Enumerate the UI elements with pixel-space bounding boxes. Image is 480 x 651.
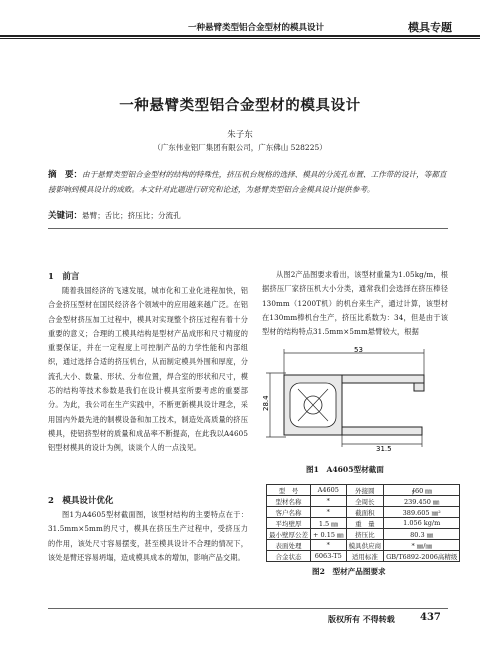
column-name: 模具专题 — [408, 21, 452, 34]
table-row — [267, 551, 460, 562]
profile-lip — [414, 383, 424, 391]
page-number: 437 — [420, 612, 441, 623]
table-cell: GB/T6892-2006高精级 — [384, 551, 460, 562]
section-2-heading: 2 模具设计优化 — [48, 496, 114, 506]
table-cell: 平均壁厚 — [267, 518, 311, 529]
dim-label-left: 28.4 — [262, 395, 270, 411]
section-2-paragraph: 图1为A4605型材截面图，该型材结构的主要特点在于：31.5mm×5mm的尺寸，模具在挤压生产过程中，受挤压力的作用，该处尺寸容易摆变，甚至模具设计不合理的情况下，该处是臂还容易坍塌，造成模具成本的增加，影响产品交期。 — [48, 510, 248, 562]
table-cell: 全周长 — [346, 496, 384, 507]
table-cell: * — [311, 507, 347, 518]
table-cell: 合金状态 — [267, 551, 311, 562]
header-rule-thin — [0, 38, 480, 39]
keywords-text: 悬臂；舌比；挤压比；分流孔 — [82, 211, 181, 220]
dim-label-bottom: 31.5 — [376, 445, 392, 452]
table-row — [267, 485, 460, 496]
copyright-notice: 版权所有 不得转载 — [328, 614, 395, 624]
table-cell: 1.056 kg/m — [384, 518, 460, 529]
header-rule — [0, 35, 480, 37]
table-row — [267, 507, 460, 518]
article-title: 一种悬臂类型铝合金型材的模具设计 — [119, 97, 361, 114]
table-row — [267, 529, 460, 540]
profile-cantilever — [342, 427, 422, 435]
running-title: 一种悬臂类型铝合金型材的模具设计 — [188, 23, 325, 33]
figure-2-caption: 图2 型材产品图要求 — [312, 567, 386, 576]
table-row — [267, 518, 460, 529]
section-1-paragraph: 随着我国经济的飞速发展，城市化和工业化进程加快，铝合金挤压型材在国民经济各个领域中的应用越来越广泛。在铝合金型材挤压加工过程中，模具对实现整个挤压过程有着十分重要的意义；合理的工模具结构是型材产品成形和尺寸精度的重要保证，并在一定程度上可控制产品的力学性能和内部组织，通过选择合适的挤压机台，从而制定模具外围和厚度，分流孔大小、数量、形状、分布位置，焊合室的形状和尺寸，模芯的结构等技术参数是我们在设计模具室所要考虑的重要部分。为此，我公司在生产实践中，不断更新模具设计理念，采用国内外最先进的制模设备和加工技术，制造处高质量的挤压模具，使铝挤型材的质量和成品率不断提高，在此我以A4605铝型材模具的设计为例，谈谈个人的一点浅见。 — [48, 286, 248, 453]
table-cell: * — [311, 540, 347, 551]
table-cell: 客户名称 — [267, 507, 311, 518]
table-cell: 80.3 ㎜ — [384, 529, 460, 540]
keywords-label: 关键词： — [48, 211, 83, 221]
abstract-label: 摘 要： — [48, 170, 83, 180]
abstract-text: 由于悬臂类型铝合金型材的结构的特殊性，挤压机台规格的选择、模具的分流孔布置、工作带的设计，等都直接影响到模具设计的成败。本文针对此题进行研究和论述，为悬臂类型铝合金模具设计提供参考。 — [48, 170, 447, 194]
profile-top-flange — [342, 375, 424, 383]
table-cell: * ㎜/㎜ — [384, 540, 460, 551]
table-cell: 型 号 — [267, 485, 311, 496]
table-cell: * — [311, 496, 347, 507]
table-cell: 表面处理 — [267, 540, 311, 551]
table-cell: 最小壁厚公差 — [267, 529, 311, 540]
abstract-rule — [48, 228, 448, 229]
figure-1-profile-drawing — [262, 347, 442, 452]
table-row — [267, 540, 460, 551]
table-cell: 389.605 ㎜² — [384, 507, 460, 518]
table-row — [267, 496, 460, 507]
abstract — [48, 168, 448, 197]
table-cell: 型材名称 — [267, 496, 311, 507]
dim-label-top: 53 — [354, 347, 363, 354]
figure-1-caption: 图1 A4605型材截面 — [306, 465, 384, 474]
section-1-heading: 1 前言 — [48, 272, 80, 282]
table-cell: 重 量 — [346, 518, 384, 529]
table-cell: 模具供应商 — [346, 540, 384, 551]
author: 朱子东 — [227, 130, 253, 140]
table-cell: 挤压比 — [346, 529, 384, 540]
table-cell: 截面积 — [346, 507, 384, 518]
table-cell: ∮60 ㎜ — [384, 485, 460, 496]
right-column-paragraph: 从图2产品图要求看出，该型材重量为1.05kg/m，根据挤压厂家挤压机大小分类，通常我们会选择在挤压棒径130mm（1200T机）的机台来生产，通过计算，该型材在130mm棒机台生产，挤压比系数为：34，但是由于该型材的结构特点31.5mm×5mm悬臂较大，根据 — [262, 270, 448, 337]
table-cell: + 0.15 ㎜ — [311, 529, 347, 540]
table-cell: 239.450 ㎜ — [384, 496, 460, 507]
keywords — [48, 209, 448, 221]
table-cell: 1.5 ㎜ — [311, 518, 347, 529]
table-cell: 6063-T5 — [311, 551, 347, 562]
affiliation: （广东伟业铝厂集团有限公司，广东佛山 528225） — [153, 143, 327, 152]
table-cell: 适用标准 — [346, 551, 384, 562]
footer-rule — [48, 608, 448, 609]
product-spec-table — [266, 484, 460, 562]
running-header — [0, 18, 480, 40]
table-cell: 外接圆 — [346, 485, 384, 496]
table-cell: A4605 — [311, 485, 347, 496]
